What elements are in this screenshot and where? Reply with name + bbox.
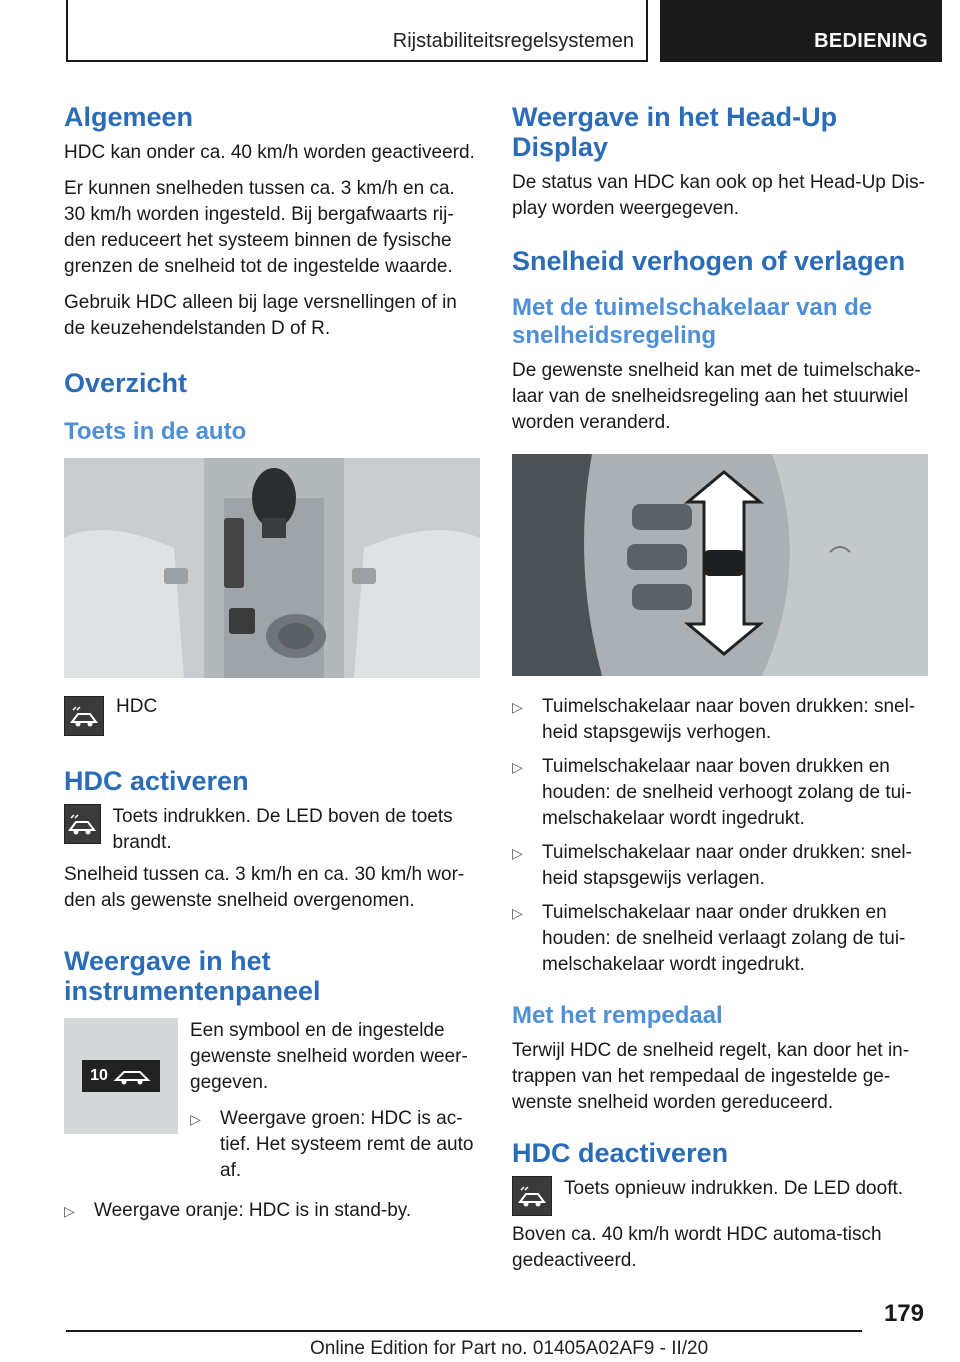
paneel-bullet-1: ▷ Weergave groen: HDC is ac-tief. Het systeem remt de auto af.	[190, 1106, 480, 1184]
center-console-photo	[64, 458, 480, 678]
tuimel-bullet-2: ▷ Tuimelschakelaar naar boven drukken en houden: de snelheid verhoogt zolang de tui-melschakelaar wordt ingedrukt.	[512, 754, 928, 832]
heading-hdc-deactiveren: HDC deactiveren	[512, 1138, 729, 1168]
hdc-speed-value: 10	[90, 1067, 108, 1084]
tuimel-bullet-1: ▷ Tuimelschakelaar naar boven drukken: snel-heid stapsgewijs verhogen.	[512, 694, 928, 746]
rempedaal-paragraph: Terwijl HDC de snelheid regelt, kan door het in-trappen van het rempedaal de ingestelde ge-wenste snelheid worden gereduceerd.	[512, 1040, 910, 1113]
heading-weergave-instrumentenpaneel: Weergave in het instrumentenpaneel	[64, 946, 321, 1006]
triangle-bullet-icon: ▷	[190, 1111, 201, 1127]
tuimel-bullet-4: ▷ Tuimelschakelaar naar onder drukken en houden: de snelheid verlaagt zolang de tui-melschakelaar wordt ingedrukt.	[512, 900, 928, 978]
triangle-bullet-icon: ▷	[512, 699, 523, 715]
triangle-bullet-icon: ▷	[64, 1203, 75, 1219]
activeren-row	[64, 804, 480, 856]
paneel-paragraph: Een symbool en de ingestelde gewenste snelheid worden weer-gegeven.	[190, 1020, 468, 1093]
tuimel-paragraph: De gewenste snelheid kan met de tuimelschake-laar van de snelheidsregeling aan het stuurwiel worden veranderd.	[512, 360, 921, 433]
algemeen-paragraph-1: HDC kan onder ca. 40 km/h worden geactiveerd.	[64, 142, 475, 163]
deactiveren-paragraph-2: Boven ca. 40 km/h wordt HDC automa-tisch gedeactiveerd.	[512, 1224, 882, 1271]
triangle-bullet-icon: ▷	[512, 905, 523, 921]
triangle-bullet-icon: ▷	[512, 845, 523, 861]
heading-tuimelschakelaar: Met de tuimelschakelaar van de snelheidsregeling	[512, 294, 873, 349]
left-column	[64, 102, 480, 1232]
steering-wheel-photo	[512, 454, 928, 676]
header-chapter-title: BEDIENING	[814, 30, 928, 52]
paneel-row	[64, 1018, 480, 1192]
activeren-paragraph-1: Toets indrukken. De LED boven de toets brandt.	[112, 806, 453, 853]
tuimel-bullet-list	[512, 694, 928, 978]
paneel-bullet-2: ▷ Weergave oranje: HDC is in stand-by.	[64, 1198, 480, 1224]
heading-algemeen: Algemeen	[64, 102, 194, 132]
hdc-legend-row	[64, 696, 480, 736]
heading-hdc-activeren: HDC activeren	[64, 766, 249, 796]
tuimel-bullet-3: ▷ Tuimelschakelaar naar onder drukken: snel-heid stapsgewijs verlagen.	[512, 840, 928, 892]
page-number: 179	[883, 1300, 924, 1327]
algemeen-paragraph-2: Er kunnen snelheden tussen ca. 3 km/h en ca. 30 km/h worden ingesteld. Bij bergafwaarts rij-den reduceert het systeem binnen de fysische grenzen de snelheid tot de ingestelde waarde.	[64, 178, 455, 277]
hdc-icon	[64, 696, 104, 736]
heading-met-het-rempedaal: Met het rempedaal	[512, 1002, 723, 1029]
footer-edition: Online Edition for Part no. 01405A02AF9 - II/20	[310, 1338, 709, 1359]
right-column	[512, 102, 928, 1284]
activeren-paragraph-2: Snelheid tussen ca. 3 km/h en ca. 30 km/h wor-den als gewenste snelheid overgenomen.	[64, 864, 465, 911]
header-chapter-box	[660, 0, 942, 62]
instrument-panel-symbol	[64, 1018, 178, 1134]
hdc-car-icon	[112, 1066, 152, 1086]
header-section-title: Rijstabiliteitsregelsystemen	[392, 30, 634, 52]
hdc-icon	[64, 804, 101, 844]
footer-divider	[66, 1330, 862, 1332]
heading-weergave-hud: Weergave in het Head-Up Display	[512, 102, 838, 162]
hdc-icon	[512, 1176, 552, 1216]
algemeen-paragraph-3: Gebruik HDC alleen bij lage versnellingen of in de keuzehendelstanden D of R.	[64, 292, 457, 339]
deactiveren-paragraph-1: Toets opnieuw indrukken. De LED dooft.	[564, 1178, 904, 1199]
heading-overzicht: Overzicht	[64, 368, 188, 398]
hdc-legend-label: HDC	[116, 696, 158, 717]
heading-snelheid-verhogen-verlagen: Snelheid verhogen of verlagen	[512, 246, 906, 276]
triangle-bullet-icon: ▷	[512, 759, 523, 775]
hud-paragraph: De status van HDC kan ook op het Head-Up Dis-play worden weergegeven.	[512, 172, 925, 219]
deactiveren-row	[512, 1176, 928, 1216]
header-section-box	[66, 0, 648, 62]
heading-toets-in-de-auto: Toets in de auto	[64, 418, 247, 445]
